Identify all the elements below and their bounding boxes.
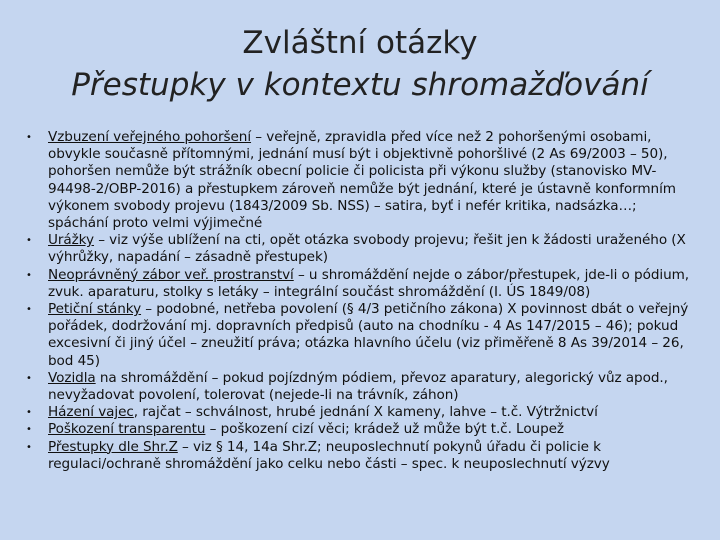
item-heading: Petiční stánky	[48, 301, 142, 318]
item-heading: Neoprávněný zábor veř. prostranství	[48, 266, 294, 283]
bullet-icon: •	[26, 407, 32, 419]
list-item	[24, 301, 700, 370]
item-text: – veřejně, zpravidla před více než 2 pohoršenými osobami, obvykle současně přítomnými, jednání musí být i objektivně pohoršlivé (2 As 69/2003 – 50), pohoršen nemůže být strážník obecní policie či policista při výkonu služby (stanovisko MV-94498-2/OBP-2016) a přestupkem zároveň nemůže být jednání, které je ústavně konformním výkonem svobody projevu (1843/2009 Sb. NSS) – satira, byť i nefér kritika, nadsázka…; spáchání proto velmi výjimečné	[48, 129, 676, 232]
list-item	[24, 370, 700, 404]
item-text: na shromáždění – pokud pojízdným pódiem, převoz aparatury, alegorický vůz apod., nevyžadovat povolení, tolerovat (nejede-li na trávník, záhon)	[48, 369, 668, 404]
bullet-icon: •	[26, 424, 32, 436]
bullet-list	[24, 129, 700, 473]
bullet-icon: •	[26, 304, 32, 316]
item-text: – poškození cizí věci; krádež už může být t.č. Loupež	[205, 421, 564, 438]
item-text: – viz výše ublížení na cti, opět otázka svobody projevu; řešit jen k žádosti uraženého (X výhrůžky, napadání – zásadně přestupek)	[48, 232, 686, 266]
list-item	[24, 421, 700, 438]
item-text: – podobné, netřeba povolení (§ 4/3 petičního zákona) X povinnost dbát o veřejný pořádek, dodržování mj. dopravních předpisů (auto na chodníku - 4 As 147/2015 – 46); pokud excesivní či jiný účel – zneužití práva; otázka hlavního účelu (viz přiměřeně 8 As 39/2014 – 26, bod 45)	[48, 301, 689, 369]
list-item	[24, 232, 700, 266]
item-text: – viz § 14, 14a Shr.Z; neuposlechnutí pokynů úřadu či policie k regulaci/ochraně shromáždění jako celku nebo části – spec. k neuposlechnutí výzvy	[48, 438, 610, 472]
list-item	[24, 129, 700, 232]
slide-subtitle: Přestupky v kontextu shromažďování	[71, 67, 649, 103]
bullet-icon: •	[26, 235, 32, 247]
bullet-icon: •	[26, 269, 32, 281]
item-heading: Vzbuzení veřejného pohoršení	[48, 129, 252, 145]
item-heading: Házení vajec	[48, 404, 134, 421]
list-item	[24, 439, 700, 473]
item-heading: Vozidla	[48, 369, 96, 386]
bullet-icon: •	[26, 441, 32, 453]
item-heading: Poškození transparentu	[48, 421, 206, 438]
list-item	[24, 267, 700, 301]
title-block	[0, 22, 720, 106]
bullet-icon: •	[26, 132, 32, 143]
item-text: – u shromáždění nejde o zábor/přestupek, jde-li o pódium, zvuk. aparaturu, stolky s letáky – integrální součást shromáždění (I. ÚS 1849/08)	[48, 266, 690, 300]
bullet-icon: •	[26, 372, 32, 384]
item-heading: Přestupky dle Shr.Z	[48, 438, 178, 455]
item-heading: Urážky	[48, 232, 94, 249]
slide-title: Zvláštní otázky	[242, 25, 478, 61]
list-item	[24, 404, 700, 421]
item-text: , rajčat – schválnost, hrubé jednání X kameny, lahve – t.č. Výtržnictví	[133, 404, 598, 421]
